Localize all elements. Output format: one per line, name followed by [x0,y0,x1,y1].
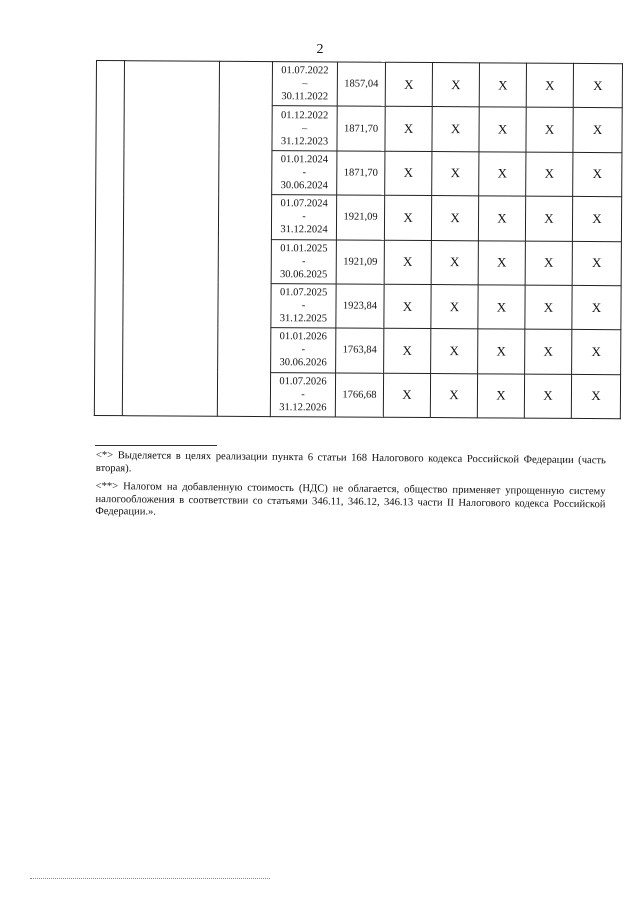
mark-cell: Х [479,152,526,197]
table-row [96,61,622,109]
mark-cell: Х [478,329,525,374]
mark-cell: Х [572,197,621,242]
mark-cell: Х [526,63,573,108]
period-separator: - [301,389,305,401]
period-separator: - [302,211,306,223]
period-from: 01.01.2024 [280,154,329,166]
mark-cell: Х [384,195,431,240]
mark-cell: Х [572,285,621,330]
mark-cell: Х [431,240,478,285]
mark-cell: Х [477,373,524,418]
period-cell [272,106,337,151]
price-cell: 1857,04 [337,62,385,107]
mark-cell: Х [572,330,621,375]
period-cell [272,150,337,195]
mark-cell: Х [526,108,573,153]
price-cell: 1923,84 [336,284,384,329]
period-cell [271,195,336,240]
mark-cell: Х [525,241,572,286]
price-cell: 1871,70 [337,106,385,151]
footnote-separator [95,445,217,446]
mark-cell: Х [385,62,432,107]
price-cell: 1921,09 [336,195,384,240]
footnote-1: <*> Выделяется в целях реализации пункта 6 статьи 168 Налогового кодекса Российской Федерации (часть вторая). [95,450,606,474]
period-separator: – [301,122,308,134]
period-to: 30.06.2025 [280,268,328,281]
period-to: 30.06.2024 [280,180,328,192]
mark-cell: Х [431,284,478,329]
mark-cell: Х [384,240,431,285]
period-from: 01.07.2026 [279,375,327,388]
period-separator: - [301,300,306,312]
period-separator: - [301,255,306,267]
mark-cell: Х [479,107,526,152]
mark-cell: Х [383,373,430,418]
period-cell [270,372,335,417]
table-cell-col1 [94,61,124,416]
mark-cell: Х [479,63,526,108]
mark-cell: Х [431,329,478,374]
period-to: 30.11.2022 [281,91,329,103]
mark-cell: Х [384,329,431,374]
mark-cell: Х [385,107,432,152]
page-number: 2 [316,42,324,57]
period-from: 01.07.2025 [279,287,328,299]
price-cell: 1871,70 [337,151,385,196]
period-from: 01.01.2026 [279,331,327,343]
period-from: 01.07.2024 [280,198,328,210]
mark-cell: Х [571,374,620,419]
mark-cell: Х [478,240,525,285]
period-separator: - [301,344,306,356]
table-cell-col3 [217,61,272,416]
mark-cell: Х [573,108,622,153]
mark-cell: Х [430,373,477,418]
mark-cell: Х [526,152,573,197]
period-cell [271,239,336,284]
period-to: 31.12.2023 [280,135,329,147]
mark-cell: Х [573,63,622,108]
period-to: 30.06.2026 [279,357,327,369]
period-cell [271,283,336,328]
period-from: 01.07.2022 [281,65,329,77]
period-separator: – [302,78,308,90]
period-from: 01.12.2022 [281,109,329,121]
table-cell-col2 [122,61,219,417]
bottom-rule [30,878,270,879]
period-cell [272,62,337,107]
mark-cell: Х [525,329,572,374]
price-cell: 1766,68 [335,373,383,418]
period-from: 01.01.2025 [280,242,328,255]
mark-cell: Х [385,151,432,196]
mark-cell: Х [478,196,525,241]
footnotes [95,450,606,530]
tariff-table [94,60,622,419]
mark-cell: Х [432,63,479,108]
period-separator: - [302,167,307,179]
table-body [94,61,622,419]
mark-cell: Х [432,107,479,152]
period-to: 31.12.2024 [280,224,328,236]
mark-cell: Х [384,284,431,329]
mark-cell: Х [572,241,621,286]
price-cell: 1763,84 [336,328,384,373]
period-to: 31.12.2025 [279,313,328,325]
mark-cell: Х [431,196,478,241]
mark-cell: Х [524,374,571,419]
mark-cell: Х [573,152,622,197]
footnote-2: <**> Налогом на добавленную стоимость (НДС) не облагается, общество применяет упрощенную систему налогообложения в соответствии со статьями 346.11, 346.12, 346.13 части II Налогового кодекса Российской Федерации.». [95,481,606,519]
period-cell [271,328,336,373]
price-cell: 1921,09 [336,239,384,284]
mark-cell: Х [478,285,525,330]
mark-cell: Х [525,196,572,241]
mark-cell: Х [432,151,479,196]
period-to: 31.12.2026 [279,401,327,414]
mark-cell: Х [525,285,572,330]
